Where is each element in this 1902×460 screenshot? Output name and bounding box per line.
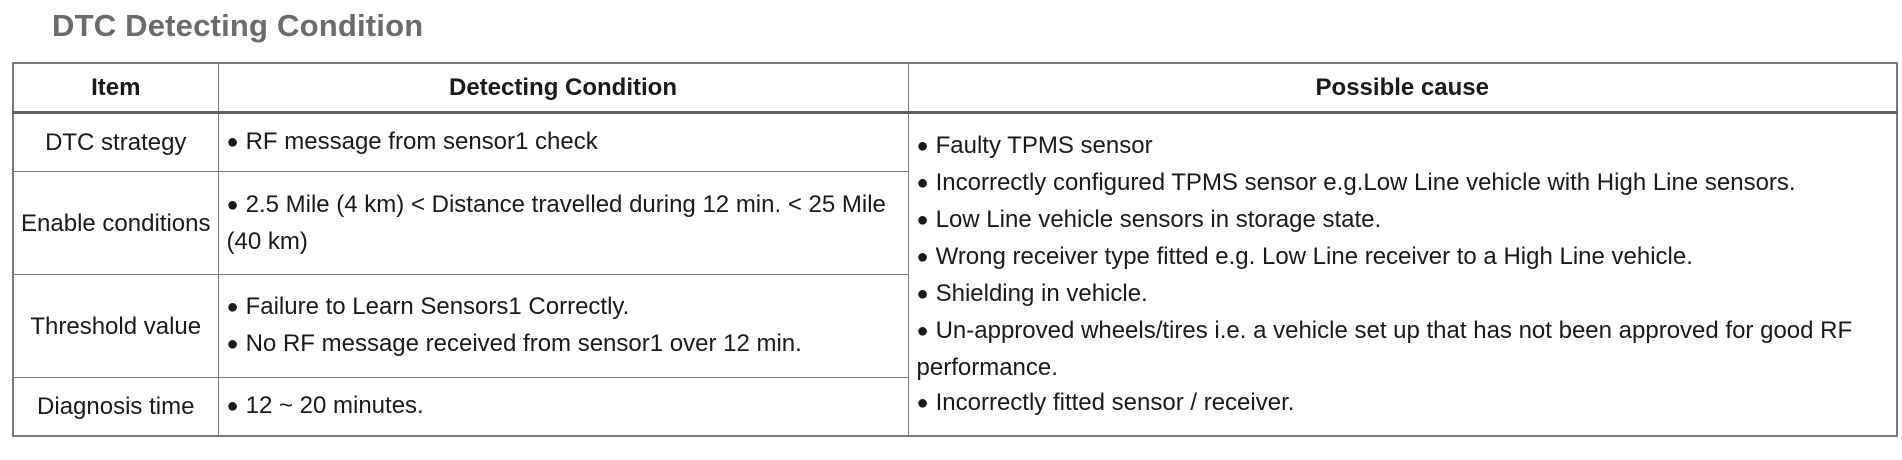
table-row bbox=[13, 113, 1897, 172]
header-possible-cause: Possible cause bbox=[908, 63, 1897, 113]
bullet-icon: ● bbox=[226, 131, 239, 153]
item-enable-conditions: Enable conditions bbox=[13, 172, 218, 275]
possible-cause-cell bbox=[908, 113, 1897, 437]
cause-line: ● Un-approved wheels/tires i.e. a vehicle set up that has not been approved for good RF performance. bbox=[916, 316, 1853, 381]
bullet-icon: ● bbox=[916, 282, 929, 305]
condition-cell bbox=[218, 275, 908, 378]
condition-line: ● 2.5 Mile (4 km) < Distance travelled during 12 min. < 25 Mile (40 km) bbox=[226, 191, 886, 255]
condition-line: ● Failure to Learn Sensors1 Correctly. bbox=[226, 293, 630, 320]
cause-line: ● Wrong receiver type fitted e.g. Low Line receiver to a High Line vehicle. bbox=[916, 242, 1693, 270]
table-header-row bbox=[13, 63, 1897, 113]
cause-line: ● Incorrectly configured TPMS sensor e.g.Low Line vehicle with High Line sensors. bbox=[916, 168, 1796, 196]
bullet-icon: ● bbox=[226, 333, 239, 355]
bullet-icon: ● bbox=[916, 134, 929, 157]
cause-line: ● Faulty TPMS sensor bbox=[916, 131, 1153, 159]
condition-line: ● No RF message received from sensor1 over 12 min. bbox=[226, 330, 802, 357]
bullet-icon: ● bbox=[916, 391, 929, 414]
cause-line: ● Low Line vehicle sensors in storage state. bbox=[916, 205, 1382, 233]
header-detecting-condition: Detecting Condition bbox=[218, 63, 908, 113]
condition-line: ● RF message from sensor1 check bbox=[226, 128, 598, 155]
item-dtc-strategy: DTC strategy bbox=[13, 113, 218, 172]
cause-line: ● Incorrectly fitted sensor / receiver. bbox=[916, 388, 1295, 416]
bullet-icon: ● bbox=[916, 171, 929, 194]
bullet-icon: ● bbox=[226, 296, 239, 318]
item-threshold-value: Threshold value bbox=[13, 275, 218, 378]
condition-cell bbox=[218, 172, 908, 275]
page-title: DTC Detecting Condition bbox=[52, 8, 424, 43]
bullet-icon: ● bbox=[916, 319, 929, 342]
item-diagnosis-time: Diagnosis time bbox=[13, 378, 218, 437]
header-item: Item bbox=[13, 63, 218, 113]
condition-cell bbox=[218, 113, 908, 172]
bullet-icon: ● bbox=[916, 208, 929, 231]
bullet-icon: ● bbox=[226, 194, 239, 216]
condition-cell bbox=[218, 378, 908, 437]
dtc-condition-table bbox=[12, 62, 1898, 437]
condition-line: ● 12 ~ 20 minutes. bbox=[226, 392, 424, 419]
cause-line: ● Shielding in vehicle. bbox=[916, 279, 1148, 307]
bullet-icon: ● bbox=[916, 245, 929, 268]
bullet-icon: ● bbox=[226, 395, 239, 417]
